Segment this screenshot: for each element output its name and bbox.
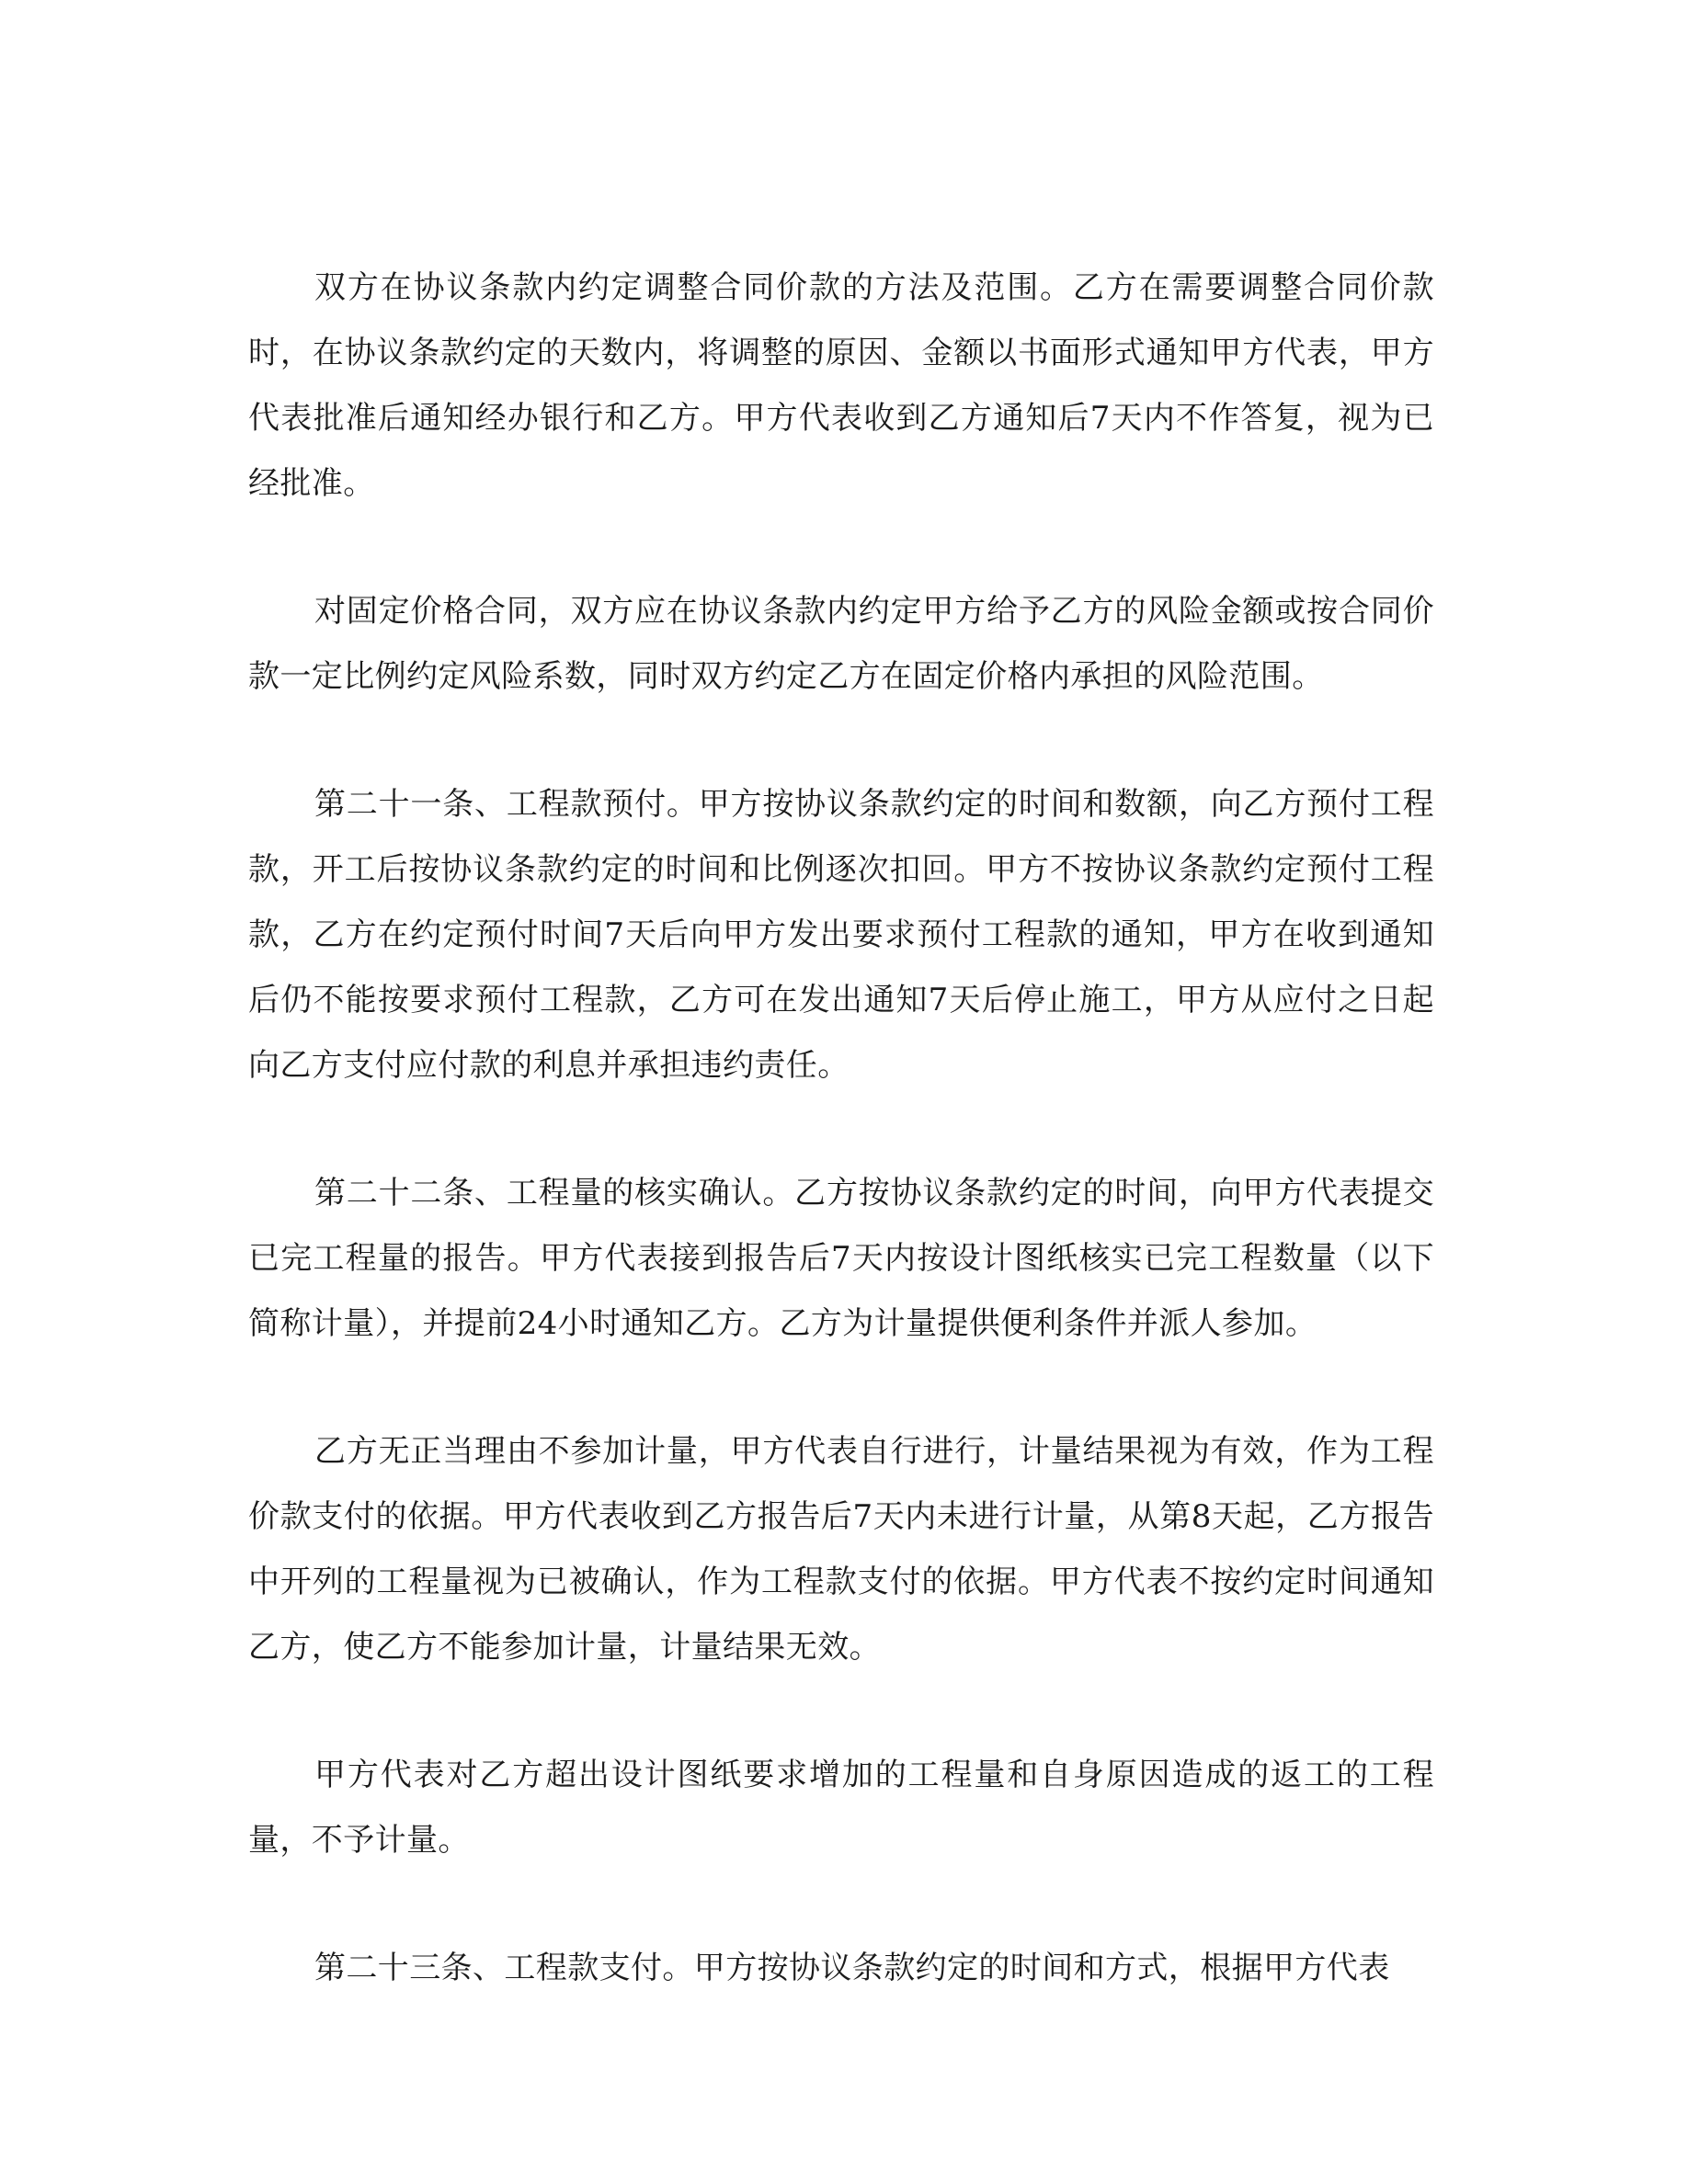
- document-body: [248, 256, 1434, 2064]
- paragraph-article-23-payment: 第二十三条、工程款支付。甲方按协议条款约定的时间和方式，根据甲方代表: [314, 1950, 1390, 1986]
- paragraph-article-22-quantity-verification: 第二十二条、工程量的核实确认。乙方按协议条款约定的时间，向甲方代表提交已完工程量的报告。甲方代表接到报告后7天内按设计图纸核实已完工程数量（以下简称计量），并提前24小时通知乙方。乙方为计量提供便利条件并派人参加。: [248, 1175, 1434, 1342]
- paragraph-fixed-price-contract: 对固定价格合同，双方应在协议条款内约定甲方给予乙方的风险金额或按合同价款一定比例约定风险系数，同时双方约定乙方在固定价格内承担的风险范围。: [248, 593, 1434, 695]
- paragraph-excluded-quantities: 甲方代表对乙方超出设计图纸要求增加的工程量和自身原因造成的返工的工程量，不予计量。: [248, 1757, 1434, 1859]
- paragraph-price-adjustment: 双方在协议条款内约定调整合同价款的方法及范围。乙方在需要调整合同价款时，在协议条款约定的天数内，将调整的原因、金额以书面形式通知甲方代表，甲方代表批准后通知经办银行和乙方。甲方代表收到乙方通知后7天内不作答复，视为已经批准。: [248, 269, 1434, 502]
- paragraph-measurement-validity: 乙方无正当理由不参加计量，甲方代表自行进行，计量结果视为有效，作为工程价款支付的依据。甲方代表收到乙方报告后7天内未进行计量，从第8天起，乙方报告中开列的工程量视为已被确认，作为工程款支付的依据。甲方代表不按约定时间通知乙方，使乙方不能参加计量，计量结果无效。: [248, 1433, 1434, 1666]
- paragraph-article-21-advance-payment: 第二十一条、工程款预付。甲方按协议条款约定的时间和数额，向乙方预付工程款，开工后按协议条款约定的时间和比例逐次扣回。甲方不按协议条款约定预付工程款，乙方在约定预付时间7天后向甲方发出要求预付工程款的通知，甲方在收到通知后仍不能按要求预付工程款，乙方可在发出通知7天后停止施工，甲方从应付之日起向乙方支付应付款的利息并承担违约责任。: [248, 786, 1434, 1084]
